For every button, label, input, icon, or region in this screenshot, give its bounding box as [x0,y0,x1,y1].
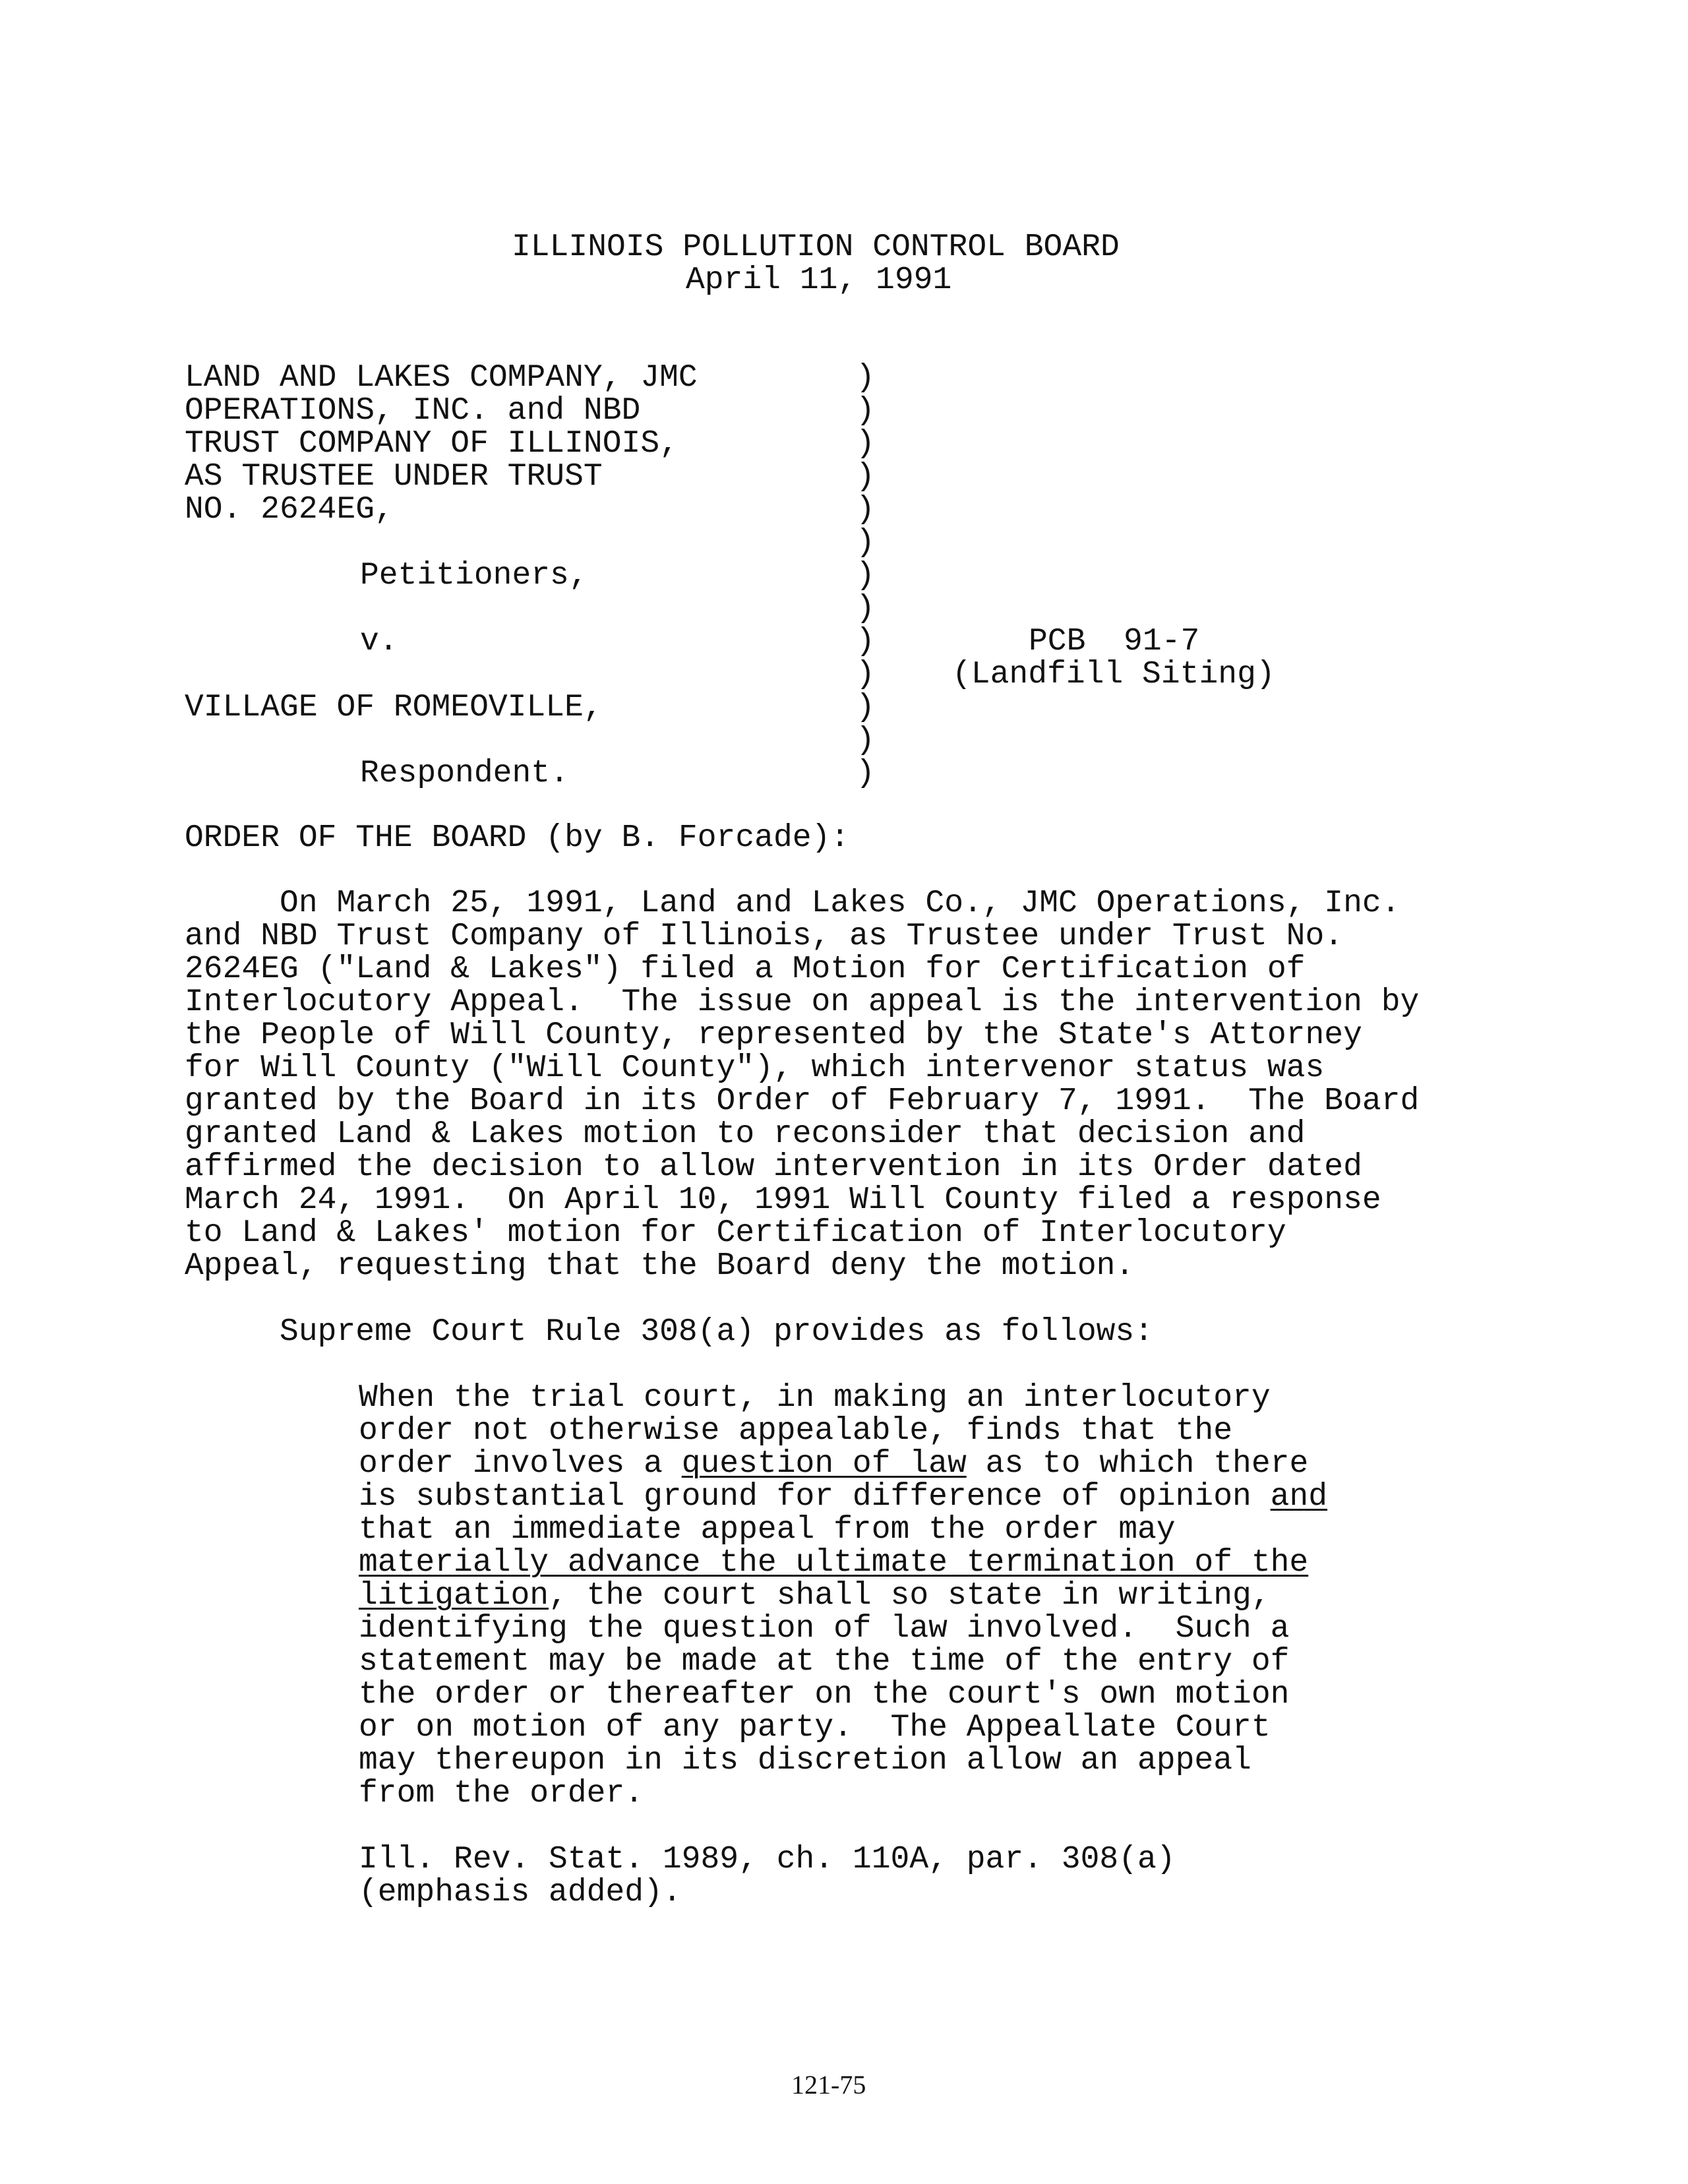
paragraph-line: the People of Will County, represented by the State's Attorney [185,1017,1362,1053]
caption-paren: ) [856,459,875,495]
petitioner-line-3: TRUST COMPANY OF ILLINOIS, [185,426,678,462]
paragraph-line: 2624EG ("Land & Lakes") filed a Motion for Certification of [185,952,1306,987]
emphasis-materially-advance: materially advance the ultimate termination of the [359,1545,1309,1581]
respondent-label: Respondent. [360,756,569,791]
paragraph-line: March 24, 1991. On April 10, 1991 Will County filed a response [185,1182,1381,1218]
rule-intro: Supreme Court Rule 308(a) provides as follows: [185,1314,1154,1350]
caption-paren: ) [856,624,875,659]
caption-paren: ) [856,657,875,692]
paragraph-line: Appeal, requesting that the Board deny the motion. [185,1248,1135,1284]
quote-line: from the order. [359,1776,644,1811]
quote-text: order involves a [359,1446,682,1482]
caption-paren: ) [856,393,875,429]
caption-paren: ) [856,591,875,626]
paragraph-line: affirmed the decision to allow intervention in its Order dated [185,1149,1362,1185]
paragraph-line: and NBD Trust Company of Illinois, as Trustee under Trust No. [185,919,1344,954]
quote-text: , the court shall so state in writing, [549,1578,1271,1614]
petitioner-line-1: LAND AND LAKES COMPANY, JMC [185,360,698,396]
quote-text: is substantial ground for difference of opinion [359,1479,1271,1515]
board-name: ILLINOIS POLLUTION CONTROL BOARD [512,229,1120,265]
paragraph-line: granted Land & Lakes motion to reconsider that decision and [185,1116,1306,1152]
quote-line: the order or thereafter on the court's own motion [359,1677,1290,1713]
versus: v. [360,624,398,659]
quote-line: that an immediate appeal from the order may [359,1512,1176,1548]
petitioner-line-2: OPERATIONS, INC. and NBD [185,393,641,429]
citation-line: Ill. Rev. Stat. 1989, ch. 110A, par. 308(a) [359,1842,1176,1877]
paragraph-line: On March 25, 1991, Land and Lakes Co., JMC Operations, Inc. [185,886,1401,921]
quote-line [359,1579,1271,1612]
paragraph-line: for Will County ("Will County"), which intervenor status was [185,1050,1325,1086]
caption-paren: ) [856,558,875,593]
quote-line: identifying the question of law involved. Such a [359,1611,1290,1647]
emphasis-litigation: litigation [359,1578,549,1614]
caption-paren: ) [856,492,875,528]
quote-line [359,1480,1327,1513]
order-date: April 11, 1991 [686,262,952,298]
quote-line: or on motion of any party. The Appeallate Court [359,1710,1271,1745]
emphasis-question-of-law: question of law [681,1446,967,1482]
quote-text: as to which there [966,1446,1309,1482]
caption-paren: ) [856,756,875,791]
petitioners-label: Petitioners, [360,558,588,593]
case-number: PCB 91-7 [1029,624,1200,659]
quote-line [359,1546,1308,1579]
quote-line [359,1447,1308,1480]
quote-line: When the trial court, in making an interlocutory [359,1380,1271,1416]
caption-paren: ) [856,525,875,561]
citation-line: (emphasis added). [359,1875,682,1910]
caption-paren: ) [856,723,875,758]
quote-line: statement may be made at the time of the entry of [359,1644,1290,1680]
order-heading: ORDER OF THE BOARD (by B. Forcade): [185,820,850,856]
paragraph-line: to Land & Lakes' motion for Certification of Interlocutory [185,1215,1286,1251]
emphasis-and: and [1270,1479,1328,1515]
case-type: (Landfill Siting) [952,657,1275,692]
paragraph-line: Interlocutory Appeal. The issue on appeal is the intervention by [185,985,1420,1020]
quote-line: order not otherwise appealable, finds that the [359,1413,1233,1449]
quote-line: may thereupon in its discretion allow an appeal [359,1743,1251,1778]
petitioner-line-4: AS TRUSTEE UNDER TRUST [185,459,603,495]
paragraph-line: granted by the Board in its Order of February 7, 1991. The Board [185,1083,1420,1119]
page-number: 121-75 [791,2070,866,2100]
caption-paren: ) [856,426,875,462]
petitioner-line-5: NO. 2624EG, [185,492,394,528]
respondent-name: VILLAGE OF ROMEOVILLE, [185,690,603,725]
caption-paren: ) [856,360,875,396]
caption-paren: ) [856,690,875,725]
